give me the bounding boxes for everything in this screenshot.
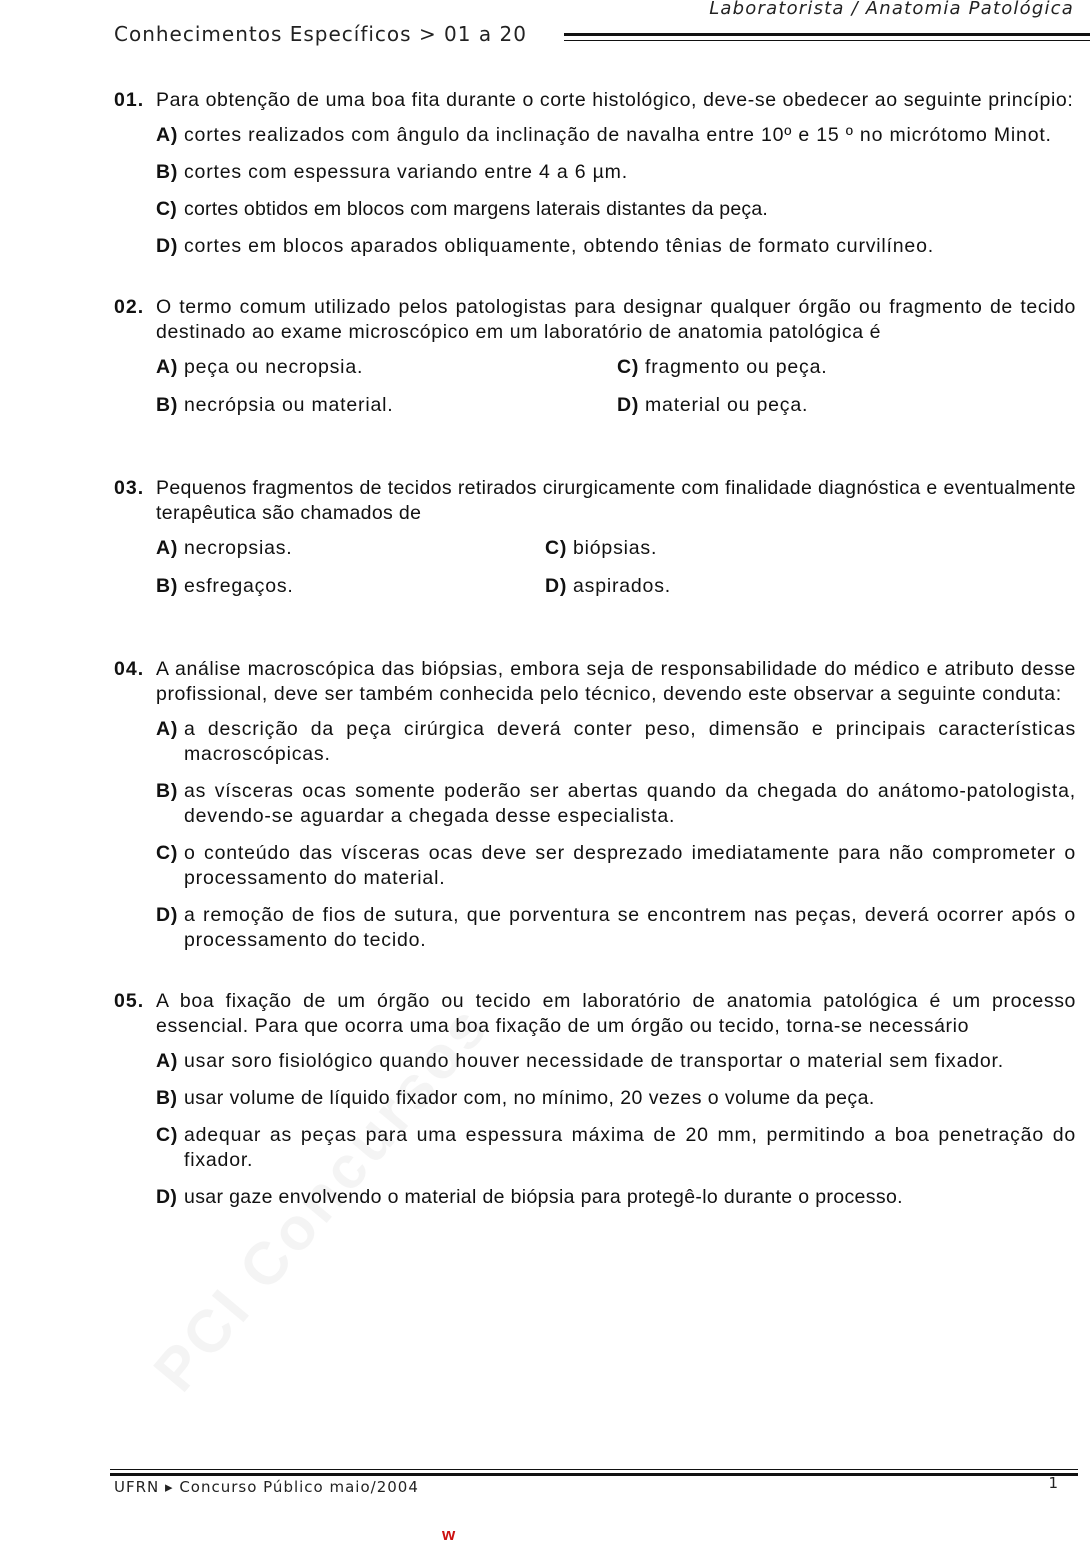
option-b xyxy=(156,1086,1076,1111)
option-label: C) xyxy=(617,356,640,378)
question-text: A análise macroscópica das biópsias, embora seja de responsabilidade do médico e atributo desse profissional, deve ser também conhecida pelo técnico, devendo este observar a seguinte conduta: xyxy=(156,658,1076,705)
footer-mark: w xyxy=(442,1525,456,1544)
question-number: 04. xyxy=(114,658,145,680)
option-text: biópsias. xyxy=(573,537,658,559)
option-text: usar volume de líquido fixador com, no mínimo, 20 vezes o volume da peça. xyxy=(184,1087,875,1109)
option-label: A) xyxy=(156,124,179,146)
option-text: cortes com espessura variando entre 4 a 6 µm. xyxy=(184,161,628,183)
option-text: as vísceras ocas somente poderão ser abertas quando da chegada do anátomo-patologista, devendo-se aguardar a chegada desse especialista. xyxy=(184,780,1076,827)
option-label: B) xyxy=(156,394,179,416)
option-c xyxy=(156,197,1076,222)
option-text: aspirados. xyxy=(573,575,671,597)
option-d xyxy=(545,574,1076,599)
option-label: D) xyxy=(545,575,568,597)
question-number: 05. xyxy=(114,990,145,1012)
option-c xyxy=(545,536,1076,561)
exam-title: Laboratorista / Anatomia Patológica xyxy=(709,0,1074,19)
question-text: O termo comum utilizado pelos patologistas para designar qualquer órgão ou fragmento de tecido destinado ao exame microscópico em um laboratório de anatomia patológica é xyxy=(156,296,1076,343)
question-05 xyxy=(114,989,1076,1210)
option-label: C) xyxy=(545,537,568,559)
option-a xyxy=(156,536,545,561)
option-label: C) xyxy=(156,1124,179,1146)
questions xyxy=(114,88,1076,1246)
option-label: D) xyxy=(156,904,179,926)
option-d xyxy=(617,393,1076,418)
option-label: A) xyxy=(156,718,179,740)
option-b xyxy=(156,160,1076,185)
option-d xyxy=(156,903,1076,953)
option-c xyxy=(156,841,1076,891)
option-text: usar gaze envolvendo o material de biópsia para protegê-lo durante o processo. xyxy=(184,1186,903,1208)
option-c xyxy=(617,355,1076,380)
footer-rule-thin xyxy=(110,1469,1078,1470)
option-label: D) xyxy=(617,394,640,416)
header-rule xyxy=(564,33,1090,36)
question-text: Para obtenção de uma boa fita durante o corte histológico, deve-se obedecer ao seguinte princípio: xyxy=(156,89,1074,111)
option-label: C) xyxy=(156,198,177,220)
option-text: o conteúdo das vísceras ocas deve ser desprezado imediatamente para não comprometer o processamento do material. xyxy=(184,842,1076,889)
footer-exam-info: UFRN ▸ Concurso Público maio/2004 xyxy=(114,1478,419,1496)
option-text: necropsias. xyxy=(184,537,293,559)
option-a xyxy=(156,717,1076,767)
option-label: A) xyxy=(156,1050,179,1072)
option-text: necrópsia ou material. xyxy=(184,394,394,416)
question-01 xyxy=(114,88,1076,259)
option-text: material ou peça. xyxy=(645,394,809,416)
option-text: peça ou necropsia. xyxy=(184,356,364,378)
option-label: C) xyxy=(156,842,179,864)
option-a xyxy=(156,123,1076,148)
option-label: A) xyxy=(156,356,179,378)
option-label: B) xyxy=(156,575,179,597)
question-number: 02. xyxy=(114,296,145,318)
option-text: cortes em blocos aparados obliquamente, obtendo tênias de formato curvilíneo. xyxy=(184,235,934,257)
question-text: Pequenos fragmentos de tecidos retirados cirurgicamente com finalidade diagnóstica e eventualmente terapêutica são chamados de xyxy=(156,477,1076,524)
option-label: B) xyxy=(156,1087,178,1109)
option-text: a remoção de fios de sutura, que porventura se encontrem nas peças, deverá ocorrer após o processamento do tecido. xyxy=(184,904,1076,951)
option-label: D) xyxy=(156,1186,178,1208)
page-number: 1 xyxy=(1048,1474,1058,1492)
option-text: cortes obtidos em blocos com margens laterais distantes da peça. xyxy=(184,198,769,220)
option-text: cortes realizados com ângulo da inclinação de navalha entre 10º e 15 º no micrótomo Minot. xyxy=(184,124,1052,146)
option-label: B) xyxy=(156,161,179,183)
option-label: B) xyxy=(156,780,179,802)
question-04 xyxy=(114,657,1076,953)
question-number: 03. xyxy=(114,477,145,499)
option-b xyxy=(156,574,545,599)
question-number: 01. xyxy=(114,89,145,111)
option-label: A) xyxy=(156,537,179,559)
option-d xyxy=(156,1185,1076,1210)
option-text: usar soro fisiológico quando houver necessidade de transportar o material sem fixador. xyxy=(184,1050,1004,1072)
option-text: adequar as peças para uma espessura máxima de 20 mm, permitindo a boa penetração do fixador. xyxy=(184,1124,1076,1171)
option-text: a descrição da peça cirúrgica deverá conter peso, dimensão e principais características macroscópicas. xyxy=(184,718,1076,765)
option-text: fragmento ou peça. xyxy=(645,356,828,378)
question-02 xyxy=(114,295,1076,418)
footer-rule xyxy=(110,1473,1078,1476)
section-title: Conhecimentos Específicos > 01 a 20 xyxy=(114,22,527,46)
header-rule-thin xyxy=(564,40,1090,41)
option-label: D) xyxy=(156,235,179,257)
question-03 xyxy=(114,476,1076,599)
option-a xyxy=(156,355,617,380)
option-b xyxy=(156,779,1076,829)
option-a xyxy=(156,1049,1076,1074)
option-d xyxy=(156,234,1076,259)
option-text: esfregaços. xyxy=(184,575,294,597)
option-c xyxy=(156,1123,1076,1173)
option-b xyxy=(156,393,617,418)
question-text: A boa fixação de um órgão ou tecido em laboratório de anatomia patológica é um processo essencial. Para que ocorra uma boa fixação de um órgão ou tecido, torna-se necessário xyxy=(156,990,1076,1037)
